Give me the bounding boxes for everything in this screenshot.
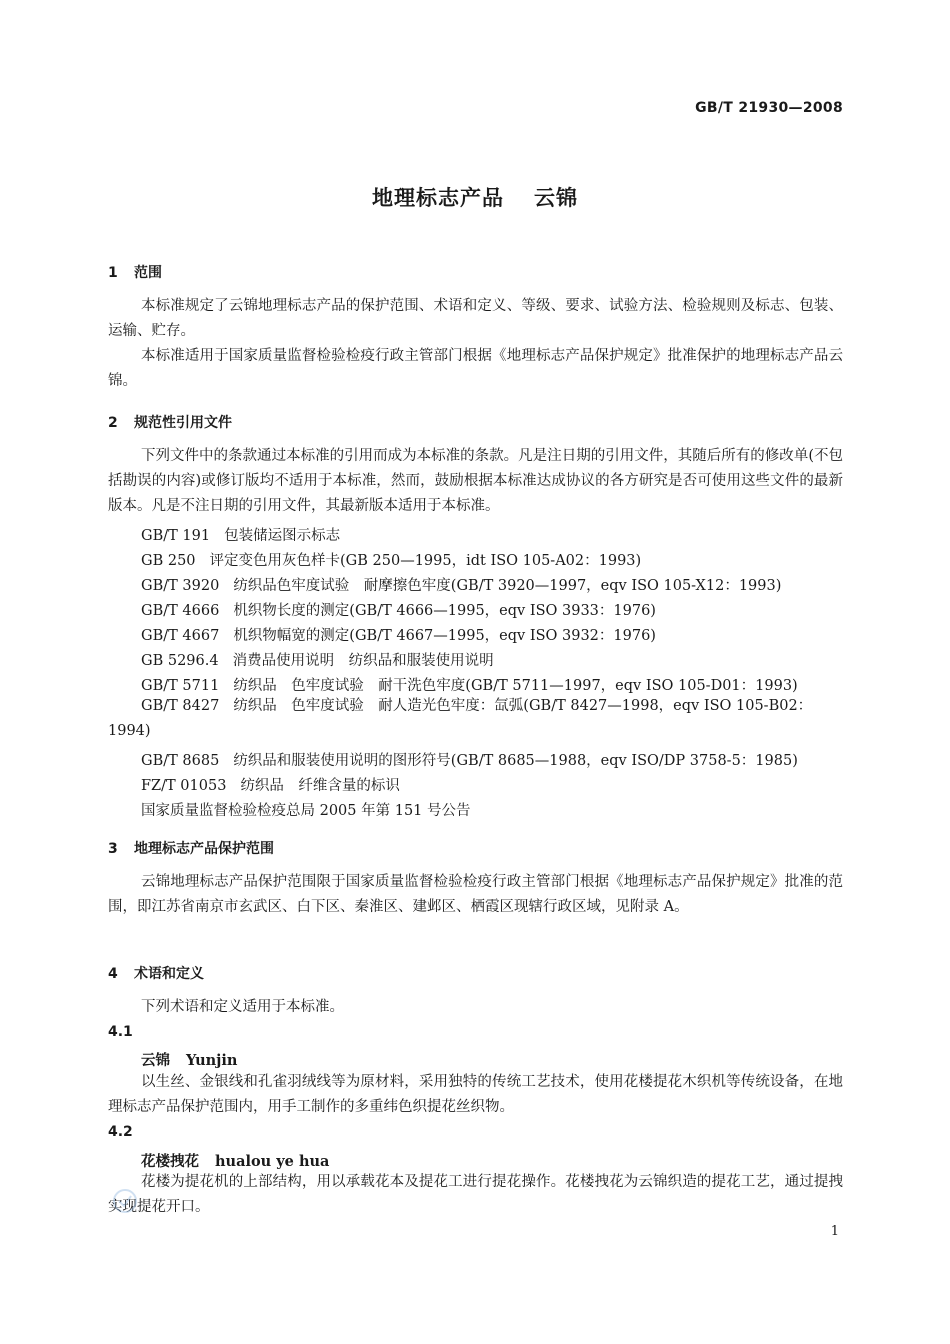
reference-item: GB 5296.4 消费品使用说明 纺织品和服装使用说明 [141,653,494,669]
term-definition: 花楼为提花机的上部结构，用以承载花本及提花工进行提花操作。花楼拽花为云锦织造的提花工艺，通过提拽实现提花开口。 [108,1174,843,1215]
section-4-heading: 4 术语和定义 [108,966,204,982]
title-part-2: 云锦 [534,186,578,210]
page-title [0,182,950,212]
term-heading: 花楼拽花 hualou ye hua [141,1153,330,1170]
reference-item: GB/T 191 包装储运图示标志 [141,528,341,544]
section-1-heading: 1 范围 [108,265,162,281]
page-number: 1 [830,1224,839,1239]
reference-item: GB/T 3920 纺织品色牢度试验 耐摩擦色牢度(GB/T 3920—1997，eqv ISO 105-X12：1993) [141,578,782,594]
section-3-paragraph: 云锦地理标志产品保护范围限于国家质量监督检验检疫行政主管部门根据《地理标志产品保护规定》批准的范围，即江苏省南京市玄武区、白下区、秦淮区、建邺区、栖霞区现辖行政区域，见附录 A。 [108,874,843,915]
term-definition: 以生丝、金银线和孔雀羽绒线等为原材料，采用独特的传统工艺技术，使用花楼提花木织机等传统设备，在地理标志产品保护范围内，用手工制作的多重纬色织提花丝织物。 [108,1074,843,1115]
reference-item: FZ/T 01053 纺织品 纤维含量的标识 [141,778,400,794]
section-2-paragraph: 下列文件中的条款通过本标准的引用而成为本标准的条款。凡是注日期的引用文件，其随后所有的修改单(不包括勘误的内容)或修订版均不适用于本标准，然而，鼓励根据本标准达成协议的各方研究是否可使用这些文件的最新版本。凡是不注日期的引用文件，其最新版本适用于本标准。 [108,448,843,514]
section-2-heading: 2 规范性引用文件 [108,415,232,431]
reference-item: GB/T 4666 机织物长度的测定(GB/T 4666—1995，eqv ISO 3933：1976) [141,603,656,619]
clause-number: 4.2 [108,1124,133,1140]
section-3-heading: 3 地理标志产品保护范围 [108,841,274,857]
standard-number: GB/T 21930—2008 [695,100,843,116]
watermark-icon [112,1188,138,1214]
reference-item: GB/T 5711 纺织品 色牢度试验 耐干洗色牢度(GB/T 5711—1997，eqv ISO 105-D01：1993) [141,678,798,694]
reference-item: GB/T 8685 纺织品和服装使用说明的图形符号(GB/T 8685—1988，eqv ISO/DP 3758-5：1985) [141,753,798,769]
section-4-intro: 下列术语和定义适用于本标准。 [141,999,344,1015]
clause-number: 4.1 [108,1024,133,1040]
term-heading: 云锦 Yunjin [141,1052,238,1069]
reference-item: GB 250 评定变色用灰色样卡(GB 250—1995，idt ISO 105-A02：1993) [141,553,642,569]
section-1-paragraph-2: 本标准适用于国家质量监督检验检疫行政主管部门根据《地理标志产品保护规定》批准保护的地理标志产品云锦。 [108,348,843,389]
reference-item: 国家质量监督检验检疫总局 2005 年第 151 号公告 [141,803,471,819]
reference-item: GB/T 8427 纺织品 色牢度试验 耐人造光色牢度：氙弧(GB/T 8427—1998，eqv ISO 105-B02：1994) [108,698,813,739]
title-part-1: 地理标志产品 [372,186,504,210]
section-1-paragraph-1: 本标准规定了云锦地理标志产品的保护范围、术语和定义、等级、要求、试验方法、检验规则及标志、包装、运输、贮存。 [108,298,843,339]
reference-item: GB/T 4667 机织物幅宽的测定(GB/T 4667—1995，eqv ISO 3932：1976) [141,628,656,644]
